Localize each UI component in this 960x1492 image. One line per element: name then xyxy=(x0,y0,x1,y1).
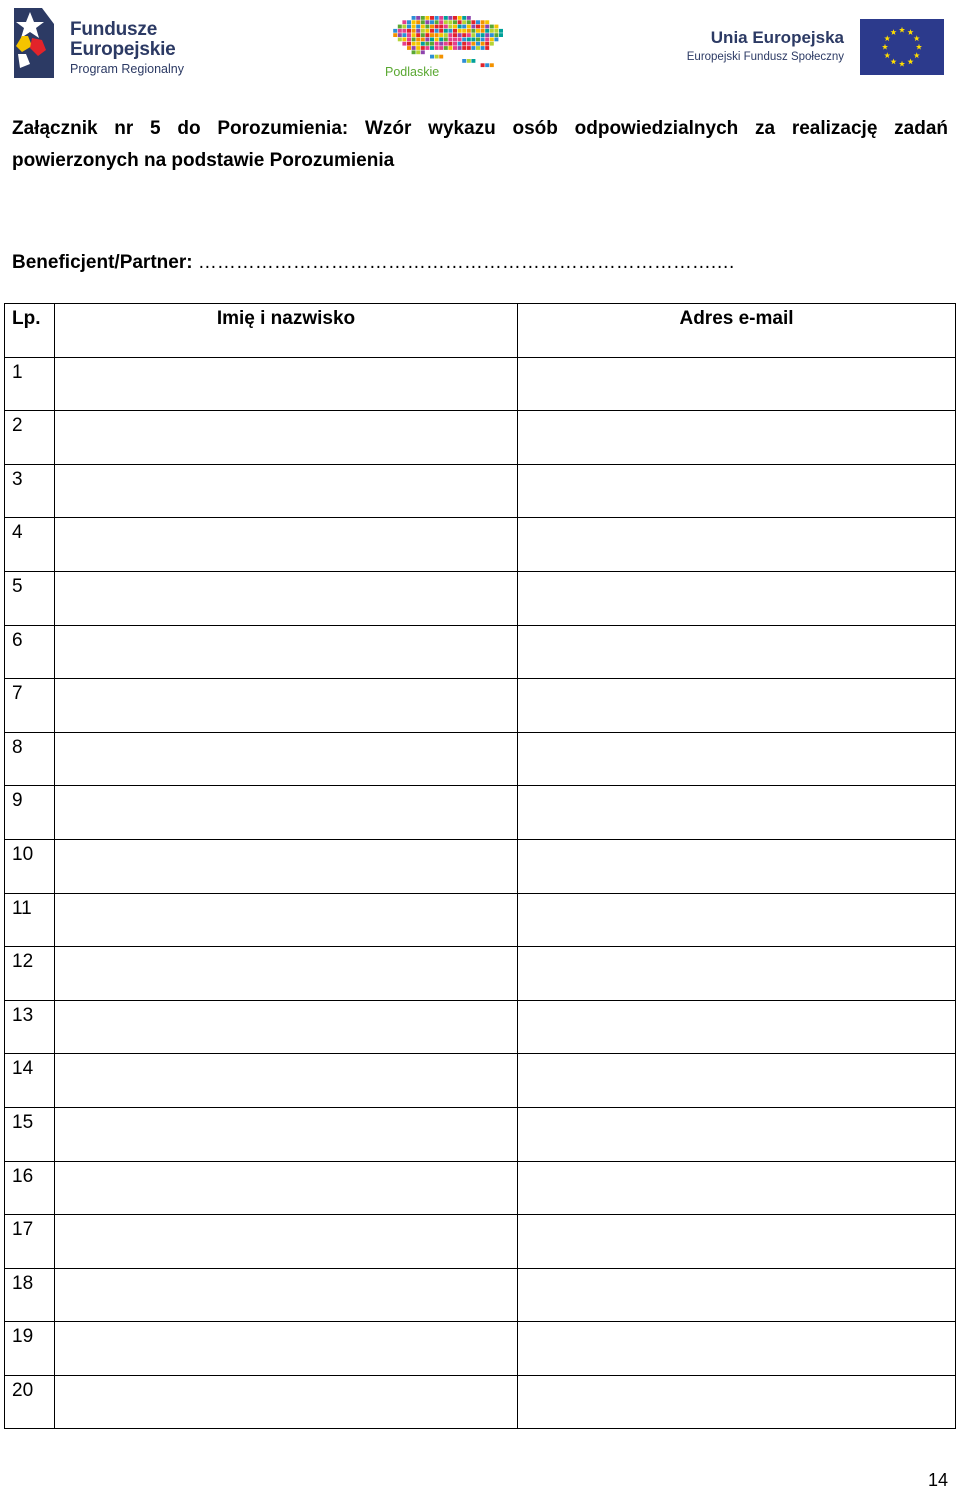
table-row xyxy=(5,1054,956,1108)
fe-logo-line3: Program Regionalny xyxy=(70,62,184,76)
name-cell[interactable] xyxy=(55,1215,518,1269)
row-number: 4 xyxy=(5,518,55,572)
table-row xyxy=(5,1107,956,1161)
row-number: 1 xyxy=(5,357,55,411)
table-row xyxy=(5,1161,956,1215)
logo-bar xyxy=(0,0,960,90)
header-lp: Lp. xyxy=(5,304,55,358)
email-cell[interactable] xyxy=(518,947,956,1001)
email-cell[interactable] xyxy=(518,518,956,572)
row-number: 5 xyxy=(5,571,55,625)
unia-europejska-logo xyxy=(664,18,946,78)
table-row xyxy=(5,893,956,947)
podlaskie-label: Podlaskie xyxy=(385,65,440,79)
fe-logo-line2: Europejskie xyxy=(70,39,176,60)
row-number: 12 xyxy=(5,947,55,1001)
email-cell[interactable] xyxy=(518,1322,956,1376)
name-cell[interactable] xyxy=(55,1268,518,1322)
email-cell[interactable] xyxy=(518,1268,956,1322)
email-cell[interactable] xyxy=(518,571,956,625)
table-row xyxy=(5,1375,956,1429)
name-cell[interactable] xyxy=(55,839,518,893)
table-row xyxy=(5,625,956,679)
table-row xyxy=(5,518,956,572)
table-body xyxy=(5,357,956,1429)
table-row xyxy=(5,839,956,893)
name-cell[interactable] xyxy=(55,893,518,947)
table-row xyxy=(5,679,956,733)
header-email: Adres e-mail xyxy=(518,304,956,358)
table-row xyxy=(5,786,956,840)
table-row xyxy=(5,411,956,465)
name-cell[interactable] xyxy=(55,947,518,1001)
table-row xyxy=(5,464,956,518)
row-number: 20 xyxy=(5,1375,55,1429)
row-number: 13 xyxy=(5,1000,55,1054)
name-cell[interactable] xyxy=(55,464,518,518)
table-row xyxy=(5,1215,956,1269)
email-cell[interactable] xyxy=(518,1161,956,1215)
row-number: 7 xyxy=(5,679,55,733)
name-cell[interactable] xyxy=(55,357,518,411)
name-cell[interactable] xyxy=(55,1322,518,1376)
row-number: 14 xyxy=(5,1054,55,1108)
table-row xyxy=(5,571,956,625)
row-number: 19 xyxy=(5,1322,55,1376)
table-header-row xyxy=(5,304,956,358)
name-cell[interactable] xyxy=(55,411,518,465)
row-number: 18 xyxy=(5,1268,55,1322)
email-cell[interactable] xyxy=(518,1107,956,1161)
page-number: 14 xyxy=(927,1470,948,1490)
email-cell[interactable] xyxy=(518,464,956,518)
beneficiary-label: Beneficjent/Partner: xyxy=(12,252,193,273)
ue-logo-line2: Europejski Fundusz Społeczny xyxy=(686,51,844,63)
table-row xyxy=(5,357,956,411)
name-cell[interactable] xyxy=(55,1000,518,1054)
name-cell[interactable] xyxy=(55,1375,518,1429)
email-cell[interactable] xyxy=(518,1000,956,1054)
table-row xyxy=(5,947,956,1001)
name-cell[interactable] xyxy=(55,1161,518,1215)
beneficiary-line xyxy=(12,252,735,274)
name-cell[interactable] xyxy=(55,1054,518,1108)
email-cell[interactable] xyxy=(518,625,956,679)
email-cell[interactable] xyxy=(518,786,956,840)
name-cell[interactable] xyxy=(55,571,518,625)
row-number: 2 xyxy=(5,411,55,465)
email-cell[interactable] xyxy=(518,1054,956,1108)
table-row xyxy=(5,1322,956,1376)
email-cell[interactable] xyxy=(518,411,956,465)
persons-table xyxy=(4,303,956,1429)
fundusze-europejskie-star-icon xyxy=(12,6,56,80)
ue-logo-line1: Unia Europejska xyxy=(710,28,844,47)
row-number: 17 xyxy=(5,1215,55,1269)
row-number: 6 xyxy=(5,625,55,679)
row-number: 15 xyxy=(5,1107,55,1161)
name-cell[interactable] xyxy=(55,625,518,679)
podlaskie-logo xyxy=(382,14,512,82)
fundusze-europejskie-logo xyxy=(12,6,212,82)
document-title: Załącznik nr 5 do Porozumienia: Wzór wykazu osób odpowiedzialnych za realizację zadań powierzonych na podstawie Porozumienia xyxy=(12,118,948,171)
email-cell[interactable] xyxy=(518,1215,956,1269)
fe-logo-line1: Fundusze xyxy=(70,19,158,40)
table-row xyxy=(5,1268,956,1322)
email-cell[interactable] xyxy=(518,679,956,733)
row-number: 10 xyxy=(5,839,55,893)
name-cell[interactable] xyxy=(55,732,518,786)
name-cell[interactable] xyxy=(55,518,518,572)
row-number: 8 xyxy=(5,732,55,786)
row-number: 9 xyxy=(5,786,55,840)
email-cell[interactable] xyxy=(518,893,956,947)
row-number: 16 xyxy=(5,1161,55,1215)
row-number: 11 xyxy=(5,893,55,947)
table-row xyxy=(5,1000,956,1054)
email-cell[interactable] xyxy=(518,357,956,411)
eu-flag-icon xyxy=(860,19,944,75)
name-cell[interactable] xyxy=(55,786,518,840)
name-cell[interactable] xyxy=(55,679,518,733)
email-cell[interactable] xyxy=(518,1375,956,1429)
email-cell[interactable] xyxy=(518,839,956,893)
name-cell[interactable] xyxy=(55,1107,518,1161)
email-cell[interactable] xyxy=(518,732,956,786)
beneficiary-fill-field[interactable]: ……………………………………………………………………….… xyxy=(197,252,736,273)
header-name: Imię i nazwisko xyxy=(55,304,518,358)
table-row xyxy=(5,732,956,786)
row-number: 3 xyxy=(5,464,55,518)
